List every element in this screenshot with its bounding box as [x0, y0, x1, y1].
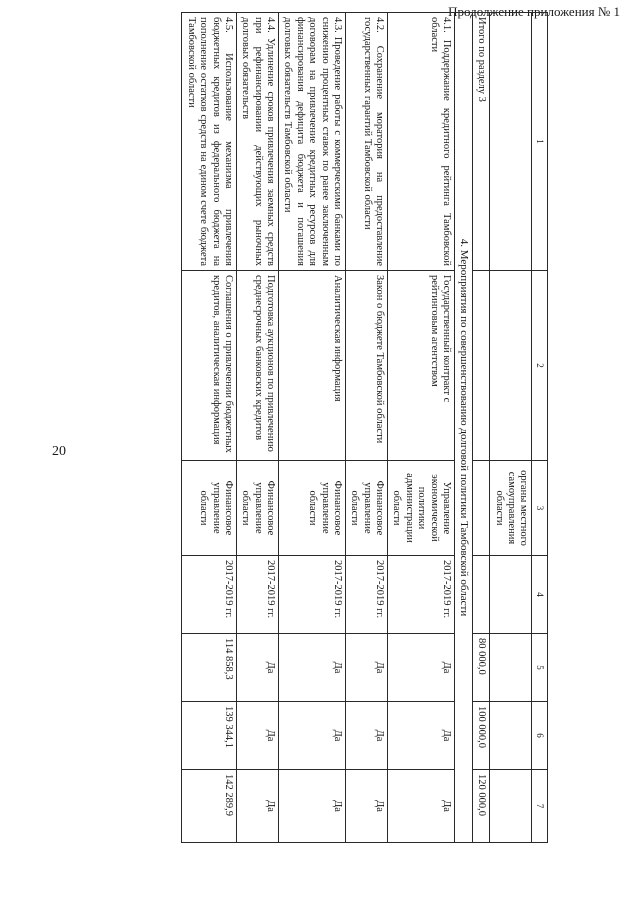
value-cell: 139 344,1 [182, 702, 237, 770]
column-number: 5 [532, 634, 548, 702]
value-cell: Да [236, 702, 278, 770]
page-number: 20 [52, 444, 66, 459]
measures-table [181, 12, 548, 843]
table-row [182, 13, 237, 843]
period-cell [472, 556, 489, 634]
measure-cell: 4.5. Использование механизма привлечения бюджетных кредитов из федерального бюджета на пополнение остатков средств на едином счете бюджета Тамбовской области [182, 13, 237, 271]
total-value: 100 000,0 [472, 702, 489, 770]
rotated-table-stage [98, 12, 548, 892]
executor-cell: Финансовое управление области [182, 461, 237, 556]
executor-cell: Управление экономической политики администрации области [388, 461, 455, 556]
table-row [279, 13, 346, 843]
column-number: 2 [532, 271, 548, 461]
value-cell: Да [279, 770, 346, 843]
column-number: 1 [532, 13, 548, 271]
executor-cell: Финансовое управление области [279, 461, 346, 556]
column-number-row [532, 13, 548, 843]
result-cell: Аналитическая информация [279, 271, 346, 461]
period-cell: 2017-2019 гг. [279, 556, 346, 634]
table-row [388, 13, 455, 843]
executor-cell: Финансовое управление области [345, 461, 387, 556]
period-cell: 2017-2019 гг. [236, 556, 278, 634]
table-row [345, 13, 387, 843]
result-cell [490, 271, 532, 461]
value-cell [490, 770, 532, 843]
total-row [472, 13, 489, 843]
result-cell: Закон о бюджете Тамбовской области [345, 271, 387, 461]
executor-cell: Финансовое управление области [236, 461, 278, 556]
value-cell: Да [236, 634, 278, 702]
measure-cell: 4.1. Поддержание кредитного рейтинга Тамбовской области [388, 13, 455, 271]
value-cell: Да [388, 634, 455, 702]
measure-cell: 4.2. Сохранение моратория на предоставление государственных гарантий Тамбовской области [345, 13, 387, 271]
column-number: 7 [532, 770, 548, 843]
period-cell: 2017-2019 гг. [388, 556, 455, 634]
period-cell: 2017-2019 гг. [182, 556, 237, 634]
measure-cell: 4.4. Удлинение сроков привлечения заемных средств при рефинансировании действующих рыночных долговых обязательств [236, 13, 278, 271]
value-cell: Да [388, 702, 455, 770]
value-cell: Да [345, 702, 387, 770]
executor-cell [472, 461, 489, 556]
total-value: 120 000,0 [472, 770, 489, 843]
value-cell [490, 634, 532, 702]
value-cell: Да [279, 702, 346, 770]
table-row [490, 13, 532, 843]
result-cell: Подготовка аукционов по привлечению среднесрочных банковских кредитов [236, 271, 278, 461]
value-cell: Да [236, 770, 278, 843]
value-cell: 142 289,9 [182, 770, 237, 843]
measure-cell: 4.3. Проведение работы с коммерческими банками по снижению процентных ставок по ранее заключенным договорам на привлечение кредитных ресурсов для финансирования дефицита бюджета и погашения долговых обязательств Тамбовской области [279, 13, 346, 271]
period-cell [490, 556, 532, 634]
section-title: 4. Мероприятия по совершенствованию долговой политики Тамбовской области [454, 13, 472, 843]
annex-continuation-heading: Продолжение приложения № 1 [448, 4, 620, 19]
column-number: 4 [532, 556, 548, 634]
value-cell: 114 858,3 [182, 634, 237, 702]
value-cell: Да [279, 634, 346, 702]
value-cell [490, 702, 532, 770]
value-cell: Да [388, 770, 455, 843]
result-cell: Государственный контракт с рейтинговым агентством [388, 271, 455, 461]
total-value: 80 000,0 [472, 634, 489, 702]
measure-cell [490, 13, 532, 271]
result-cell: Соглашения о привлечении бюджетных кредитов, аналитическая информация [182, 271, 237, 461]
column-number: 3 [532, 461, 548, 556]
value-cell: Да [345, 770, 387, 843]
result-cell [472, 271, 489, 461]
executor-cell: органы местного самоуправления области [490, 461, 532, 556]
total-label: Итого по разделу 3 [472, 13, 489, 271]
period-cell: 2017-2019 гг. [345, 556, 387, 634]
section-heading-row [454, 13, 472, 843]
value-cell: Да [345, 634, 387, 702]
table-row [236, 13, 278, 843]
column-number: 6 [532, 702, 548, 770]
